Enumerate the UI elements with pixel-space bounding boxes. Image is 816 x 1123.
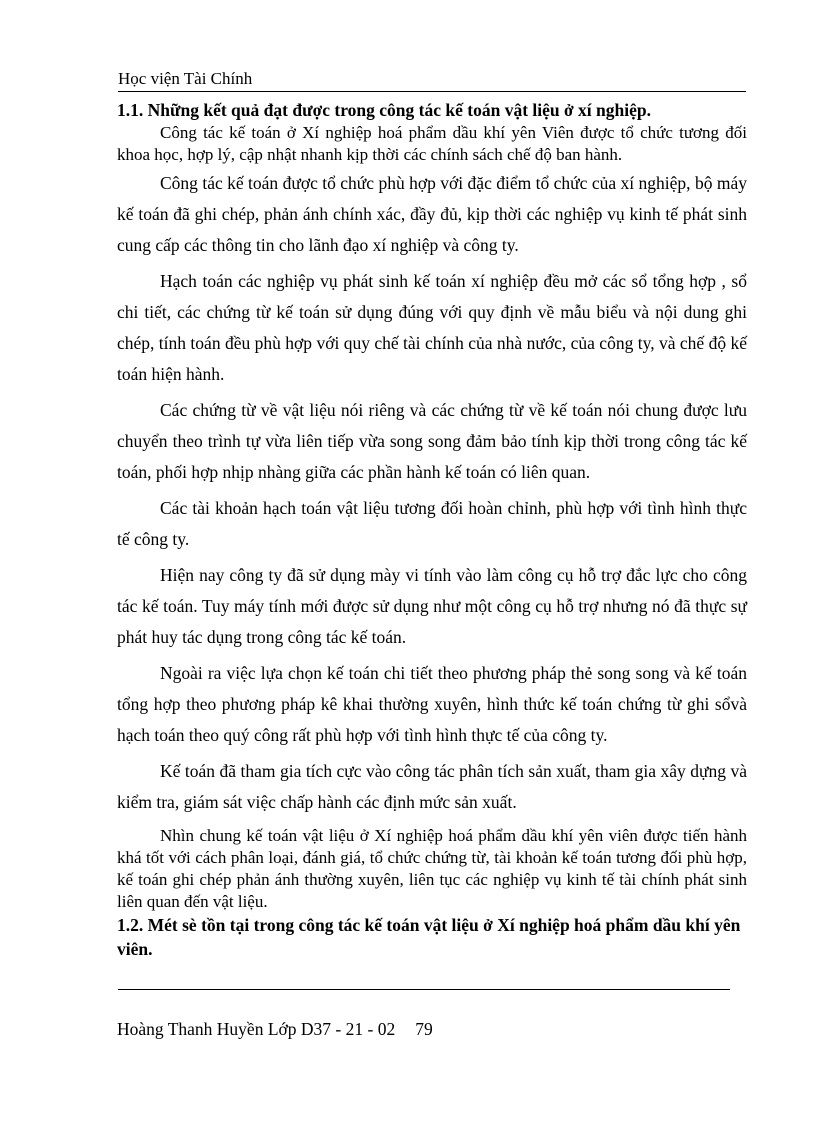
paragraph-2: Công tác kế toán được tổ chức phù hợp với đặc điểm tổ chức của xí nghiệp, bộ máy kế toán đã ghi chép, phản ánh chính xác, đầy đủ, kịp thời các nghiệp vụ kinh tế phát sinh cung cấp các thông tin cho lãnh đạo xí nghiệp và công ty.	[117, 173, 747, 255]
document-body	[117, 98, 747, 961]
page-number: 79	[415, 1019, 433, 1039]
footer-author-class: Hoàng Thanh Huyền Lớp D37 - 21 - 02	[117, 1019, 396, 1039]
footer-divider	[118, 989, 730, 990]
paragraph-5: Các tài khoản hạch toán vật liệu tương đối hoàn chỉnh, phù hợp với tình hình thực tế công ty.	[117, 498, 747, 549]
paragraph-3: Hạch toán các nghiệp vụ phát sinh kế toán xí nghiệp đều mở các sổ tổng hợp , sổ chi tiết, các chứng từ kế toán sử dụng đúng với quy định về mẫu biểu và nội dung ghi chép, tính toán đều phù hợp với quy chế tài chính của nhà nước, của công ty, và chế độ kế toán hiện hành.	[117, 271, 747, 384]
section-2-heading: 1.2. Mét sè tồn tại trong công tác kế toán vật liệu ở Xí nghiệp hoá phẩm dầu khí yên viên.	[117, 915, 741, 959]
paragraph-8: Kế toán đã tham gia tích cực vào công tác phân tích sản xuất, tham gia xây dựng và kiểm tra, giám sát việc chấp hành các định mức sản xuất.	[117, 761, 747, 812]
section-1-heading: 1.1. Những kết quả đạt được trong công tác kế toán vật liệu ở xí nghiệp.	[117, 100, 651, 120]
paragraph-9: Nhìn chung kế toán vật liệu ở Xí nghiệp hoá phẩm dầu khí yên viên được tiến hành khá tốt với cách phân loại, đánh giá, tổ chức chứng từ, tài khoản kế toán tương đối phù hợp, kế toán ghi chép phản ánh thường xuyên, liên tục các nghiệp vụ kinh tế tài chính phát sinh liên quan đến vật liệu.	[117, 826, 747, 911]
paragraph-1: Công tác kế toán ở Xí nghiệp hoá phẩm dầu khí yên Viên được tổ chức tương đối khoa học, hợp lý, cập nhật nhanh kịp thời các chính sách chế độ ban hành.	[117, 123, 747, 164]
page-footer	[117, 1018, 433, 1040]
paragraph-7: Ngoài ra việc lựa chọn kế toán chi tiết theo phương pháp thẻ song song và kế toán tổng hợp theo phương pháp kê khai thường xuyên, hình thức kế toán chứng từ ghi sổvà hạch toán theo quý công rất phù hợp với tình hình thực tế của công ty.	[117, 663, 747, 745]
page-header: Học viện Tài Chính	[118, 68, 746, 92]
paragraph-6: Hiện nay công ty đã sử dụng mày vi tính vào làm công cụ hỗ trợ đắc lực cho công tác kế toán. Tuy máy tính mới được sử dụng như một công cụ hỗ trợ nhưng nó đã thực sự phát huy tác dụng trong công tác kế toán.	[117, 565, 747, 647]
paragraph-4: Các chứng từ về vật liệu nói riêng và các chứng từ về kế toán nói chung được lưu chuyển theo trình tự vừa liên tiếp vừa song song đảm bảo tính kịp thời trong công tác kế toán, phối hợp nhịp nhàng giữa các phần hành kế toán có liên quan.	[117, 400, 747, 482]
